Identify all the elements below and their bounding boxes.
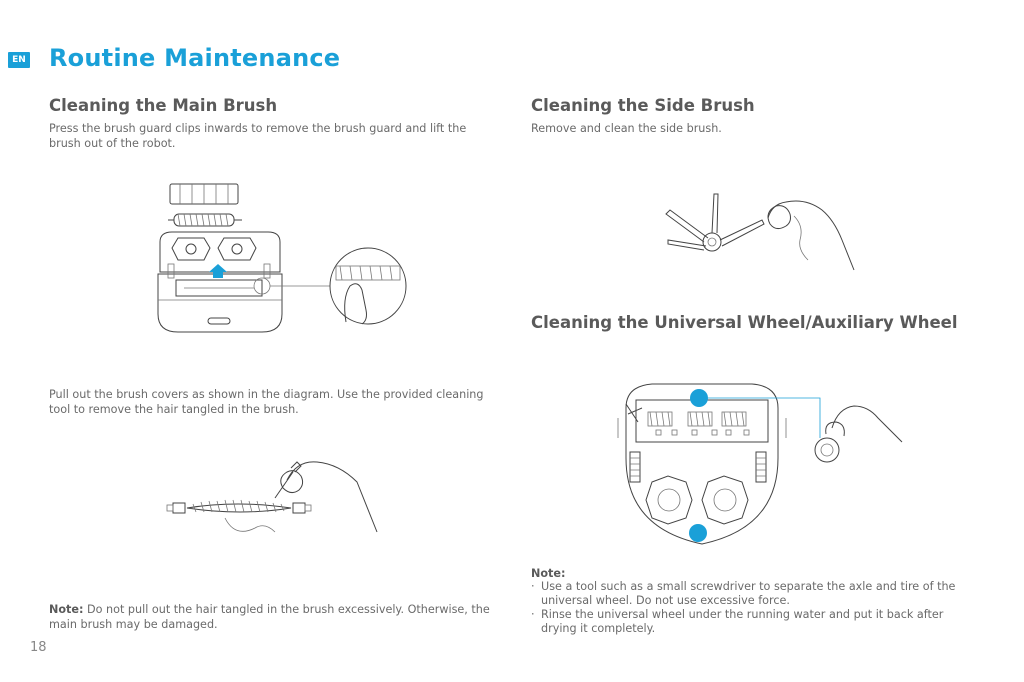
page-number: 18 bbox=[30, 640, 47, 655]
universal-wheel-note-label: Note: bbox=[531, 567, 566, 580]
page-title: Routine Maintenance bbox=[49, 44, 341, 72]
main-brush-note-text: Do not pull out the hair tangled in the brush excessively. Otherwise, the main brush may be damaged. bbox=[49, 603, 490, 631]
universal-wheel-note-list bbox=[531, 580, 971, 636]
main-brush-step2: Pull out the brush covers as shown in the diagram. Use the provided cleaning tool to remove the hair tangled in the brush. bbox=[49, 388, 484, 416]
universal-wheel-heading: Cleaning the Universal Wheel/Auxiliary Wheel bbox=[531, 313, 958, 332]
main-brush-note-label: Note: bbox=[49, 603, 84, 616]
list-item: · Rinse the universal wheel under the running water and put it back after drying it completely. bbox=[531, 608, 944, 635]
language-badge: EN bbox=[8, 52, 30, 68]
main-brush-removal-illustration bbox=[150, 182, 410, 342]
main-brush-step1: Press the brush guard clips inwards to remove the brush guard and lift the brush out of the robot. bbox=[49, 122, 467, 150]
universal-wheel-illustration bbox=[612, 378, 912, 548]
side-brush-text: Remove and clean the side brush. bbox=[531, 122, 722, 135]
main-brush-heading: Cleaning the Main Brush bbox=[49, 96, 278, 115]
side-brush-heading: Cleaning the Side Brush bbox=[531, 96, 755, 115]
side-brush-illustration bbox=[660, 190, 870, 280]
list-item: · Use a tool such as a small screwdriver to separate the axle and tire of the universal wheel. Do not use excessive force. bbox=[531, 580, 956, 607]
main-brush-note bbox=[49, 602, 494, 632]
brush-cleaning-tool-illustration bbox=[165, 458, 385, 548]
